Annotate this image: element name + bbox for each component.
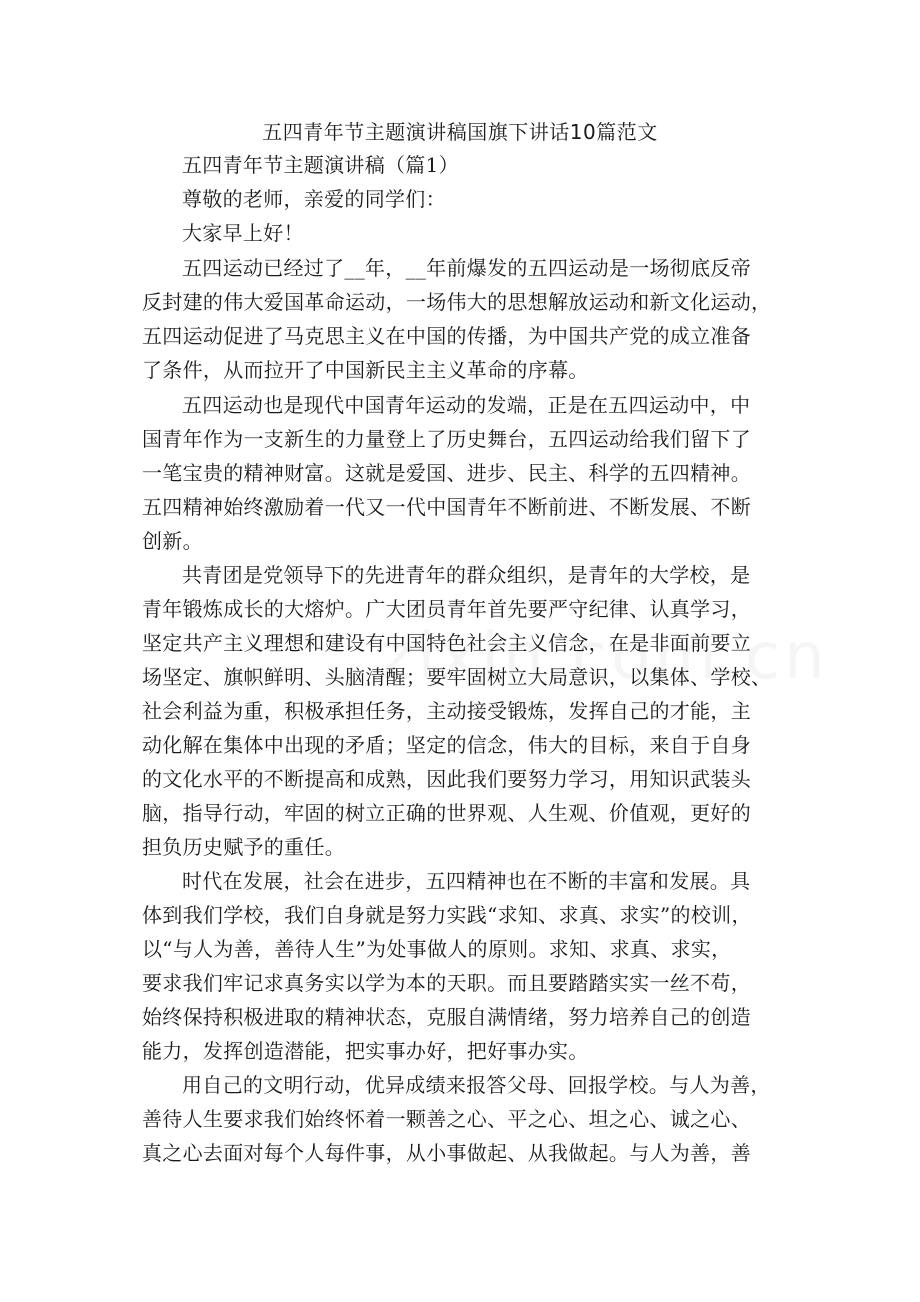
document-title: 五四青年节主题演讲稿国旗下讲话10篇范文	[262, 120, 658, 144]
paragraph-line: 善待人生要求我们始终怀着一颗善之心、平之心、坦之心、诚之心、	[142, 1107, 751, 1131]
paragraph-line: 了条件，从而拉开了中国新民主主义革命的序幕。	[142, 358, 589, 382]
paragraph-line: 五四运动已经过了__年，__年前爆发的五四运动是一场彻底反帝	[182, 256, 751, 280]
paragraph-line: 五四运动促进了马克思主义在中国的传播，为中国共产党的成立准备	[142, 324, 751, 348]
paragraph-line: 的文化水平的不断提高和成熟，因此我们要努力学习，用知识武装头	[142, 767, 751, 791]
paragraph-line: 五四运动也是现代中国青年运动的发端，正是在五四运动中，中	[182, 393, 751, 417]
paragraph-line: 五四精神始终激励着一代又一代中国青年不断前进、不断发展、不断	[142, 495, 751, 519]
paragraph-line: 始终保持积极进取的精神状态，克服自满情绪，努力培养自己的创造	[142, 1005, 751, 1029]
section-heading: 五四青年节主题演讲稿（篇1）	[182, 153, 459, 177]
paragraph-line: 一笔宝贵的精神财富。这就是爱国、进步、民主、科学的五四精神。	[142, 461, 751, 485]
paragraph-line: 青年锻炼成长的大熔炉。广大团员青年首先要严守纪律、认真学习，	[142, 597, 751, 621]
paragraph-line: 体到我们学校，我们自身就是努力实践“求知、求真、求实”的校训，	[142, 903, 752, 927]
paragraph-line: 担负历史赋予的重任。	[142, 835, 345, 859]
paragraph-line: 场坚定、旗帜鲜明、头脑清醒；要牢固树立大局意识，以集体、学校、	[142, 665, 772, 689]
paragraph-line: 脑，指导行动，牢固的树立正确的世界观、人生观、价值观，更好的	[142, 801, 751, 825]
greeting: 大家早上好！	[182, 221, 304, 245]
paragraph-line: 真之心去面对每个人每件事，从小事做起、从我做起。与人为善，善	[142, 1141, 751, 1165]
paragraph-line: 以“与人为善，善待人生”为处事做人的原则。求知、求真、求实，	[142, 937, 732, 961]
paragraph-line: 时代在发展，社会在进步，五四精神也在不断的丰富和发展。具	[182, 869, 751, 893]
paragraph-line: 用自己的文明行动，优异成绩来报答父母、回报学校。与人为善，	[182, 1073, 771, 1097]
paragraph-line: 能力，发挥创造潜能，把实事办好，把好事办实。	[142, 1039, 589, 1063]
paragraph-line: 社会利益为重，积极承担任务，主动接受锻炼，发挥自己的才能，主	[142, 699, 751, 723]
paragraph-line: 坚定共产主义理想和建设有中国特色社会主义信念，在是非面前要立	[142, 631, 751, 655]
paragraph-line: 要求我们牢记求真务实以学为本的天职。而且要踏踏实实一丝不苟，	[142, 971, 751, 995]
paragraph-line: 反封建的伟大爱国革命运动，一场伟大的思想解放运动和新文化运动，	[142, 290, 772, 314]
paragraph-line: 共青团是党领导下的先进青年的群众组织，是青年的大学校，是	[182, 563, 751, 587]
salutation: 尊敬的老师，亲爱的同学们：	[182, 187, 446, 211]
paragraph-line: 创新。	[142, 529, 203, 553]
paragraph-line: 国青年作为一支新生的力量登上了历史舞台，五四运动给我们留下了	[142, 427, 751, 451]
paragraph-line: 动化解在集体中出现的矛盾；坚定的信念，伟大的目标，来自于自身	[142, 733, 751, 757]
